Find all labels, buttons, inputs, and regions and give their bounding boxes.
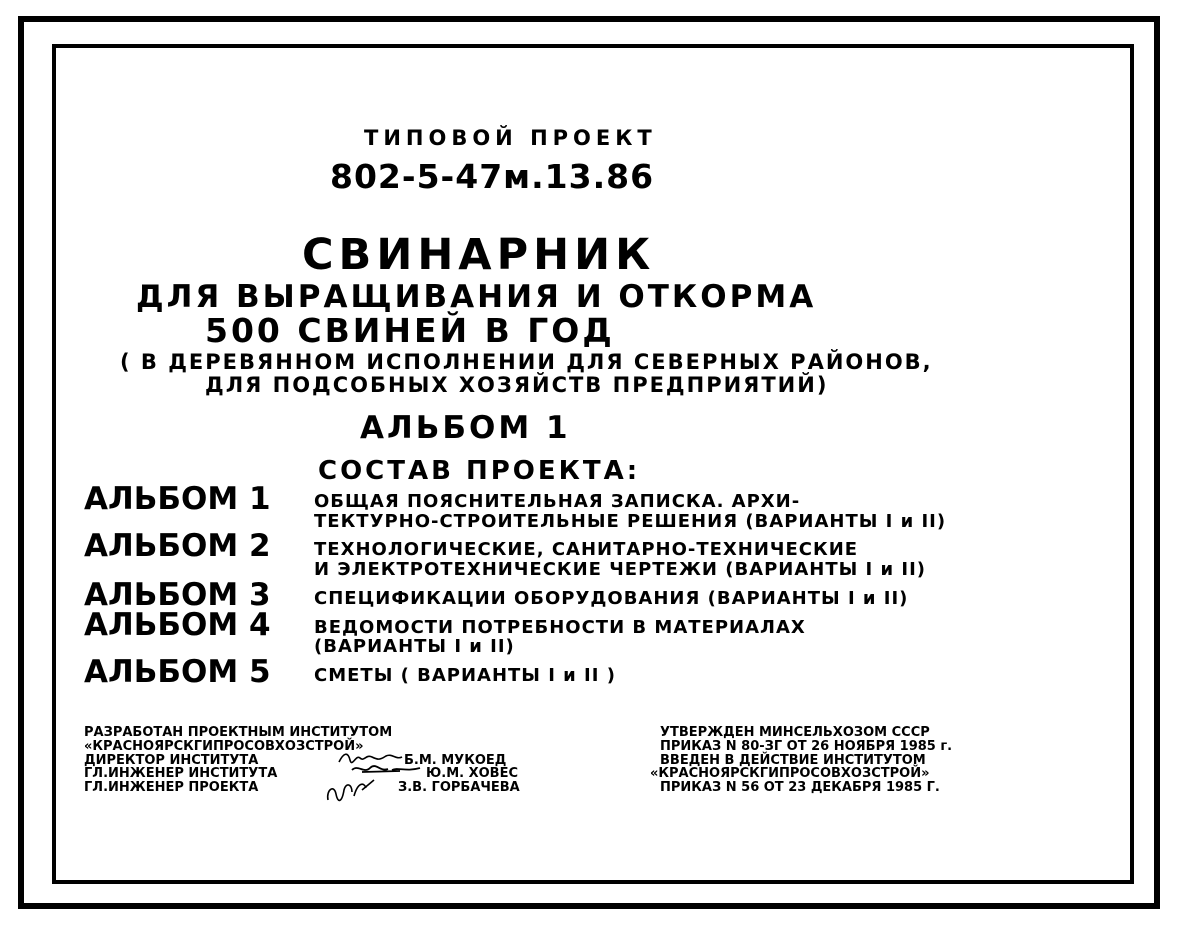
album-3-label: АЛЬБОМ 3 [84,577,271,613]
title-line-2: 500 СВИНЕЙ В ГОД [205,311,615,350]
developer-line-1: РАЗРАБОТАН ПРОЕКТНЫМ ИНСТИТУТОМ [84,725,393,740]
album-5-label: АЛЬБОМ 5 [84,654,271,690]
developer-line-2: «КРАСНОЯРСКГИПРОСОВХОЗСТРОЙ» [84,739,364,754]
album-3-desc-1: СПЕЦИФИКАЦИИ ОБОРУДОВАНИЯ (ВАРИАНТЫ I и II) [314,588,909,609]
title-line-4: ДЛЯ ПОДСОБНЫХ ХОЗЯЙСТВ ПРЕДПРИЯТИЙ) [205,373,829,397]
approval-line-4: «КРАСНОЯРСКГИПРОСОВХОЗСТРОЙ» [650,766,930,781]
project-type-label: ТИПОВОЙ ПРОЕКТ [364,126,657,150]
chief-engineer-project-signature [322,776,378,806]
approval-line-5: ПРИКАЗ N 56 ОТ 23 ДЕКАБРЯ 1985 Г. [660,780,940,795]
album-1-label: АЛЬБОМ 1 [84,481,271,517]
album-2-label: АЛЬБОМ 2 [84,528,271,564]
chief-engineer-project-role: ГЛ.ИНЖЕНЕР ПРОЕКТА [84,780,259,795]
project-number: 802-5-47м.13.86 [330,157,655,196]
album-4-desc-2: (ВАРИАНТЫ I и II) [314,636,515,657]
album-4-desc-1: ВЕДОМОСТИ ПОТРЕБНОСТИ В МАТЕРИАЛАХ [314,617,806,638]
approval-line-2: ПРИКАЗ N 80-ЗГ ОТ 26 НОЯБРЯ 1985 г. [660,739,953,754]
approval-line-3: ВВЕДЕН В ДЕЙСТВИЕ ИНСТИТУТОМ [660,753,926,768]
album-2-desc-2: И ЭЛЕКТРОТЕХНИЧЕСКИЕ ЧЕРТЕЖИ (ВАРИАНТЫ I и II) [314,559,927,580]
approval-line-1: УТВЕРЖДЕН МИНСЕЛЬХОЗОМ СССР [660,725,930,740]
chief-engineer-project-name: З.В. ГОРБАЧЕВА [398,780,520,795]
album-4-label: АЛЬБОМ 4 [84,607,271,643]
album-2-desc-1: ТЕХНОЛОГИЧЕСКИЕ, САНИТАРНО-ТЕХНИЧЕСКИЕ [314,539,859,560]
album-heading: АЛЬБОМ 1 [360,410,571,446]
director-role: ДИРЕКТОР ИНСТИТУТА [84,753,259,768]
document-title: СВИНАРНИК [302,230,656,280]
album-1-desc-1: ОБЩАЯ ПОЯСНИТЕЛЬНАЯ ЗАПИСКА. АРХИ- [314,491,801,512]
chief-engineer-institute-role: ГЛ.ИНЖЕНЕР ИНСТИТУТА [84,766,278,781]
title-line-3: ( В ДЕРЕВЯННОМ ИСПОЛНЕНИИ ДЛЯ СЕВЕРНЫХ РАЙОНОВ, [120,350,933,374]
composition-heading: СОСТАВ ПРОЕКТА: [318,456,641,486]
album-1-desc-2: ТЕКТУРНО-СТРОИТЕЛЬНЫЕ РЕШЕНИЯ (ВАРИАНТЫ I и II) [314,511,947,532]
chief-engineer-institute-name: Ю.М. ХОВЕС [426,766,519,781]
title-line-1: ДЛЯ ВЫРАЩИВАНИЯ И ОТКОРМА [136,279,817,315]
director-name: Б.М. МУКОЕД [404,753,507,768]
album-5-desc-1: СМЕТЫ ( ВАРИАНТЫ I и II ) [314,665,616,686]
